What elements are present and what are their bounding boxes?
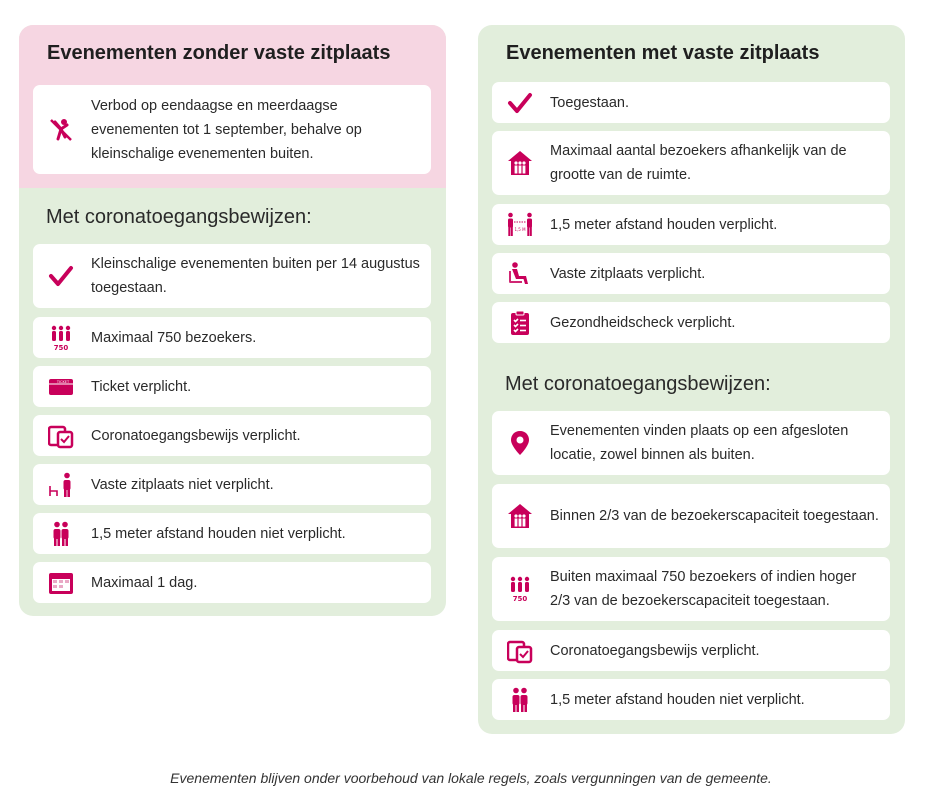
left-section-label: Met coronatoegangsbewijzen:: [46, 206, 312, 228]
list-item: [492, 131, 890, 195]
list-item: [33, 244, 431, 308]
health-check-icon: [506, 309, 534, 337]
item-text: Toegestaan.: [550, 94, 630, 111]
item-text: Binnen 2/3 van de bezoekerscapaciteit toegestaan.: [550, 508, 879, 524]
list-item: [33, 513, 431, 554]
visitors-750-icon: [506, 575, 534, 603]
distance-label: 1,5 M: [514, 226, 526, 232]
visitors-750-label: 750: [53, 343, 69, 351]
list-item: [492, 204, 890, 245]
item-text: Coronatoegangsbewijs verplicht.: [91, 427, 301, 444]
item-text: 1,5 meter afstand houden niet verplicht.: [91, 525, 346, 542]
list-item: [492, 82, 890, 123]
footnote: Evenementen blijven onder voorbehoud van lokale regels, zoals vergunningen van de gemeente.: [170, 770, 772, 786]
list-item: [492, 679, 890, 720]
item-text: Evenementen vinden plaats op een afgesloten locatie, zowel binnen als buiten.: [550, 423, 849, 463]
seated-person-icon: [506, 260, 534, 288]
item-text: Maximaal 1 dag.: [91, 574, 198, 591]
list-item: [492, 557, 890, 621]
item-text: 1,5 meter afstand houden niet verplicht.: [550, 691, 805, 708]
item-text: Maximaal aantal bezoekers afhankelijk van de grootte van de ruimte.: [550, 143, 847, 183]
ban-card: [33, 85, 431, 174]
distance-icon: [506, 211, 534, 239]
list-item: [492, 484, 890, 548]
item-text: Gezondheidscheck verplicht.: [550, 314, 736, 331]
item-text: Vaste zitplaats niet verplicht.: [91, 476, 274, 493]
list-item: [492, 630, 890, 671]
visitors-750-label: 750: [512, 595, 528, 602]
right-section-label: Met coronatoegangsbewijzen:: [505, 373, 771, 395]
no-distance-icon: [47, 520, 75, 548]
list-item: [492, 411, 890, 475]
item-text: Coronatoegangsbewijs verplicht.: [550, 642, 760, 659]
visitors-750-icon: [47, 324, 75, 352]
ban-text: Verbod op eendaagse en meerdaagse evenementen tot 1 september, behalve op kleinschalige evenementen buiten.: [91, 97, 362, 162]
ticket-icon: [47, 373, 75, 401]
no-events-icon: [47, 116, 75, 144]
checkmark-icon: [47, 262, 75, 290]
list-item: [492, 253, 890, 294]
item-text: Maximaal 750 bezoekers.: [91, 329, 257, 346]
list-item: [33, 464, 431, 505]
events-without-fixed-seat-panel: [19, 25, 446, 616]
item-text: Vaste zitplaats verplicht.: [550, 265, 706, 282]
left-panel-title: Evenementen zonder vaste zitplaats: [47, 42, 391, 64]
venue-capacity-icon: [506, 502, 534, 530]
list-item: [33, 415, 431, 456]
access-pass-icon: [506, 637, 534, 665]
item-text: 1,5 meter afstand houden verplicht.: [550, 216, 778, 233]
venue-capacity-icon: [506, 149, 534, 177]
list-item: [33, 317, 431, 358]
item-text: Ticket verplicht.: [91, 378, 192, 395]
ticket-label: TICKET: [56, 379, 70, 384]
location-pin-icon: [506, 429, 534, 457]
item-text: Buiten maximaal 750 bezoekers of indien hoger 2/3 van de bezoekerscapaciteit toegestaan.: [550, 569, 857, 609]
item-text: Kleinschalige evenementen buiten per 14 augustus toegestaan.: [91, 256, 420, 296]
no-distance-icon: [506, 686, 534, 714]
list-item: [492, 302, 890, 343]
access-pass-icon: [47, 422, 75, 450]
list-item: [33, 562, 431, 603]
events-with-fixed-seat-panel: [478, 25, 905, 734]
checkmark-icon: [506, 89, 534, 117]
list-item: [33, 366, 431, 407]
no-fixed-seat-icon: [47, 471, 75, 499]
right-panel-title: Evenementen met vaste zitplaats: [506, 42, 820, 64]
calendar-icon: [47, 569, 75, 597]
